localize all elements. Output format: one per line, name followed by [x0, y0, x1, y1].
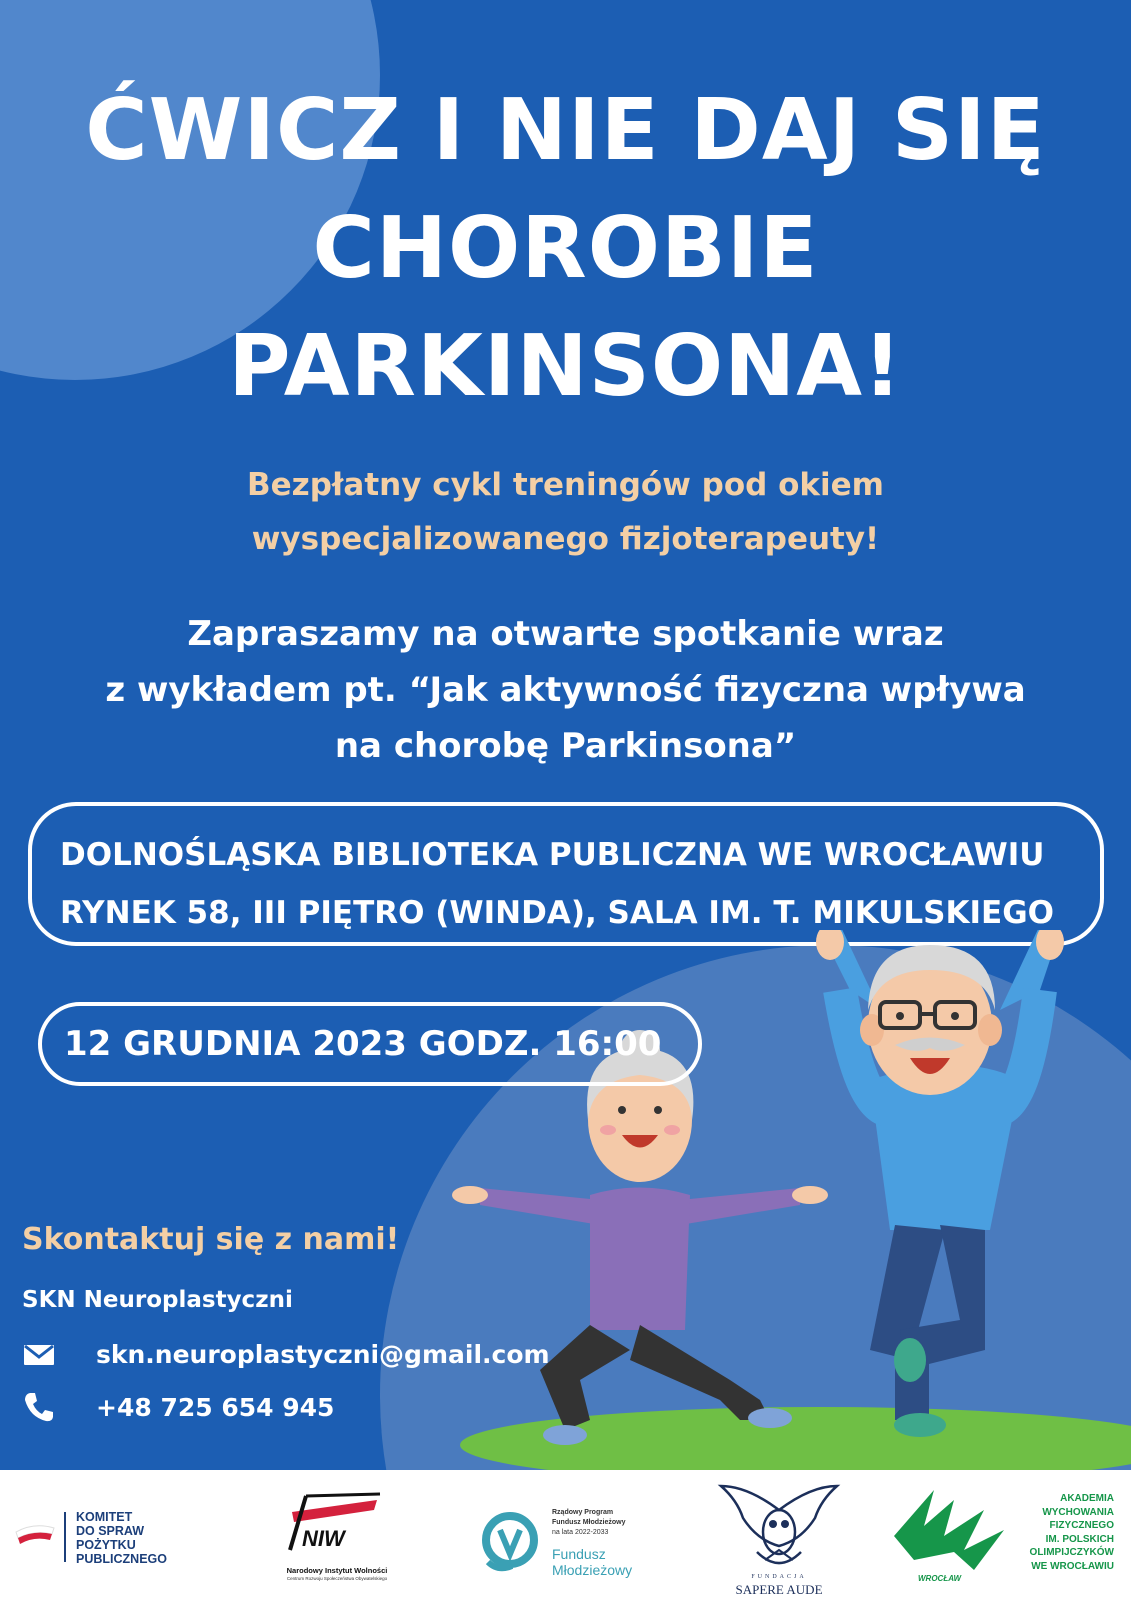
subtitle-line: wyspecjalizowanego fizjoterapeuty! — [251, 521, 880, 557]
logo-text-line: FIZYCZNEGO — [1049, 1520, 1114, 1531]
logo-text-line: IM. POLSKICH — [1045, 1533, 1114, 1545]
title-line: PARKINSONA! — [228, 317, 903, 416]
sapere-small: FUNDACJA — [751, 1574, 807, 1580]
subtitle — [0, 458, 1131, 566]
niw-caption: Narodowy Instytut Wolności — [286, 1566, 388, 1575]
polish-flag-icon — [14, 1518, 58, 1548]
logo-text-line: KOMITET — [76, 1510, 133, 1524]
invitation-text — [0, 606, 1131, 774]
invitation-line: Zapraszamy na otwarte spotkanie wraz — [187, 614, 944, 654]
subtitle-line: Bezpłatny cykl treningów pod okiem — [247, 467, 884, 503]
title-line: CHOROBIE — [312, 199, 819, 298]
fundusz-name — [552, 1546, 632, 1578]
logo-text-line: WE WROCŁAWIU — [1031, 1560, 1114, 1572]
contact-phone[interactable]: +48 725 654 945 — [96, 1392, 335, 1422]
awf-city: WROCŁAW — [918, 1574, 962, 1583]
title-line: ĆWICZ I NIE DAJ SIĘ — [85, 81, 1046, 180]
logo-niw — [272, 1470, 402, 1600]
fundusz-small-text — [552, 1508, 626, 1538]
logo-text-line: Rządowy Program — [552, 1509, 614, 1516]
logo-awf — [894, 1470, 1124, 1600]
venue-line: DOLNOŚLĄSKA BIBLIOTEKA PUBLICZNA WE WROCŁAWIU — [60, 837, 1045, 873]
logo-text-line: DO SPRAW — [76, 1524, 145, 1538]
contact-phone-row[interactable] — [22, 1390, 334, 1424]
logo-komitet — [14, 1470, 214, 1600]
invitation-line: na chorobę Parkinsona” — [334, 726, 797, 766]
envelope-icon — [22, 1337, 56, 1371]
sponsor-logos — [0, 1470, 1131, 1600]
awf-label — [990, 1492, 1114, 1573]
niw-subcaption: Centrum Rozwoju Społeczeństwa Obywatelskiego — [286, 1576, 388, 1581]
contact-name: SKN Neuroplastyczni — [22, 1287, 293, 1313]
logo-text-line: OLIMPIJCZYKÓW — [1029, 1547, 1114, 1558]
page-title — [0, 72, 1131, 426]
contact-email[interactable]: skn.neuroplastyczni@gmail.com — [96, 1339, 550, 1369]
venue-box — [28, 802, 1104, 946]
invitation-line: z wykładem pt. “Jak aktywność fizyczna wpływa — [105, 670, 1026, 710]
logo-fundusz-mlodziezowy — [478, 1470, 658, 1600]
logo-text-line: PUBLICZNEGO — [76, 1552, 167, 1566]
sapere-name: SAPERE AUDE — [735, 1582, 823, 1597]
logo-text-line: na lata 2022-2033 — [552, 1529, 609, 1536]
venue-line: RYNEK 58, III PIĘTRO (WINDA), SALA IM. T. MIKULSKIEGO — [60, 895, 1055, 931]
logo-text-line: WYCHOWANIA — [1042, 1506, 1114, 1518]
event-date-box: 12 GRUDNIA 2023 GODZ. 16:00 — [38, 1002, 702, 1086]
contact-email-row[interactable] — [22, 1337, 550, 1371]
logo-text-line: POŻYTKU — [76, 1538, 136, 1552]
phone-icon — [22, 1390, 56, 1424]
komitet-label — [76, 1510, 167, 1566]
contact-heading: Skontaktuj się z nami! — [22, 1222, 400, 1257]
logo-text-line: Fundusz — [552, 1546, 606, 1562]
logo-text-line: AKADEMIA — [1060, 1493, 1114, 1504]
fundusz-v-icon — [478, 1510, 542, 1574]
awf-mark-icon — [894, 1490, 1004, 1570]
logo-text-line: Fundusz Młodzieżowy — [552, 1519, 626, 1526]
logo-sapere-aude — [714, 1470, 844, 1600]
logo-text-line: Młodzieżowy — [552, 1562, 633, 1578]
owl-icon — [717, 1480, 841, 1576]
niw-mark: NIW — [302, 1526, 345, 1551]
divider — [64, 1512, 66, 1562]
